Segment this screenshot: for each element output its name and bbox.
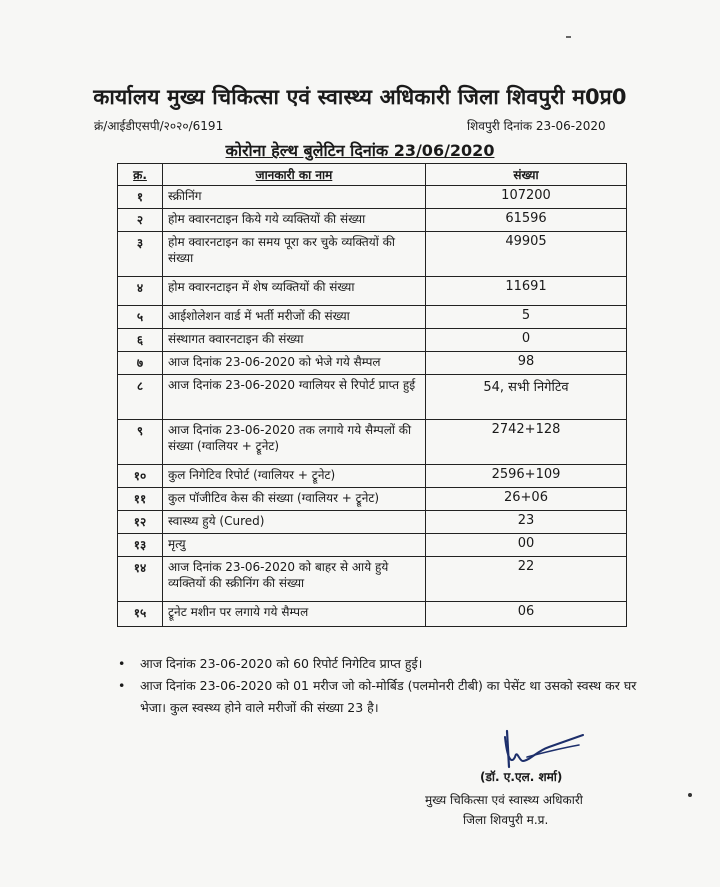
row-name: मृत्यु <box>163 534 426 557</box>
table-row <box>118 277 627 306</box>
row-value: 5 <box>426 306 627 329</box>
reference-number: क्रं/आईडीएसपी/२०२०/6191 <box>94 119 224 133</box>
row-name: कुल निगेटिव रिपोर्ट (ग्वालियर + ट्रूनेट) <box>163 465 426 488</box>
table-header-row <box>118 164 627 186</box>
row-name: आज दिनांक 23-06-2020 ग्वालियर से रिपोर्ट प्राप्त हुई <box>163 375 426 420</box>
row-name: आज दिनांक 23-06-2020 को बाहर से आये हुये व्यक्तियों की स्क्रीनिंग की संख्या <box>163 557 426 602</box>
row-name: ट्रूनेट मशीन पर लगाये गये सैम्पल <box>163 602 426 627</box>
row-value: 2596+109 <box>426 465 627 488</box>
row-sr: ३ <box>118 232 163 277</box>
row-sr: ५ <box>118 306 163 329</box>
table-row <box>118 329 627 352</box>
scan-mark <box>688 793 692 797</box>
table-row <box>118 306 627 329</box>
row-value: 49905 <box>426 232 627 277</box>
note-text: आज दिनांक 23-06-2020 को 60 रिपोर्ट निगेटिव प्राप्त हुई। <box>140 656 423 671</box>
row-value: 0 <box>426 329 627 352</box>
table-row <box>118 465 627 488</box>
row-name: होम क्वारनटाइन किये गये व्यक्तियों की संख्या <box>163 209 426 232</box>
row-sr: १ <box>118 186 163 209</box>
table-row <box>118 232 627 277</box>
row-value: 54, सभी निगेटिव <box>426 375 627 420</box>
note-item <box>118 653 638 675</box>
row-name: आज दिनांक 23-06-2020 को भेजे गये सैम्पल <box>163 352 426 375</box>
header-value: संख्या <box>426 164 627 186</box>
row-value: 98 <box>426 352 627 375</box>
header-name: जानकारी का नाम <box>163 164 426 186</box>
signatory-name: (डॉ. ए.एल. शर्मा) <box>480 770 563 784</box>
row-name: स्क्रीनिंग <box>163 186 426 209</box>
table-row <box>118 602 627 627</box>
row-value: 06 <box>426 602 627 627</box>
row-sr: १५ <box>118 602 163 627</box>
row-value: 23 <box>426 511 627 534</box>
table-row <box>118 488 627 511</box>
row-name: होम क्वारनटाइन का समय पूरा कर चुके व्यक्तियों की संख्या <box>163 232 426 277</box>
row-value: 00 <box>426 534 627 557</box>
row-name: संस्थागत क्वारनटाइन की संख्या <box>163 329 426 352</box>
signatory-place: जिला शिवपुरी म.प्र. <box>463 813 549 827</box>
row-sr: ७ <box>118 352 163 375</box>
note-text: आज दिनांक 23-06-2020 को 01 मरीज जो को-मोर्बिड (पलमोनरी टीबी) का पेसेंट था उसको स्वस्थ कर घर भेजा। कुल स्वस्थ्य होने वाले मरीजों की संख्या 23 है। <box>140 678 637 715</box>
row-value: 61596 <box>426 209 627 232</box>
row-name: कुल पॉजीटिव केस की संख्या (ग्वालियर + ट्रूनेट) <box>163 488 426 511</box>
row-sr: १० <box>118 465 163 488</box>
row-value: 107200 <box>426 186 627 209</box>
table-row <box>118 511 627 534</box>
table-row <box>118 186 627 209</box>
bulletin-title: कोरोना हेल्थ बुलेटिन दिनांक 23/06/2020 <box>225 141 495 160</box>
bulletin-table <box>117 163 627 627</box>
table-row <box>118 534 627 557</box>
row-name: आईशोलेशन वार्ड में भर्ती मरीजों की संख्या <box>163 306 426 329</box>
row-value: 26+06 <box>426 488 627 511</box>
row-name: आज दिनांक 23-06-2020 तक लगाये गये सैम्पलों की संख्या (ग्वालियर + ट्रूनेट) <box>163 420 426 465</box>
row-sr: १३ <box>118 534 163 557</box>
table-row <box>118 352 627 375</box>
office-heading: कार्यालय मुख्य चिकित्सा एवं स्वास्थ्य अधिकारी जिला शिवपुरी म0प्र0 <box>93 85 627 109</box>
place-date: शिवपुरी दिनांक 23-06-2020 <box>467 119 606 133</box>
table-row <box>118 420 627 465</box>
row-sr: ४ <box>118 277 163 306</box>
row-sr: ११ <box>118 488 163 511</box>
row-sr: ८ <box>118 375 163 420</box>
table-row <box>118 375 627 420</box>
row-sr: १४ <box>118 557 163 602</box>
notes-list <box>118 653 638 719</box>
row-sr: २ <box>118 209 163 232</box>
row-name: होम क्वारनटाइन में शेष व्यक्तियों की संख्या <box>163 277 426 306</box>
row-name: स्वास्थ्य हुये (Cured) <box>163 511 426 534</box>
row-sr: १२ <box>118 511 163 534</box>
row-sr: ९ <box>118 420 163 465</box>
bullet-icon: • <box>118 656 126 671</box>
signature-image <box>497 727 587 773</box>
header-sr: क्र. <box>118 164 163 186</box>
row-value: 2742+128 <box>426 420 627 465</box>
note-item <box>118 675 638 719</box>
row-value: 22 <box>426 557 627 602</box>
row-sr: ६ <box>118 329 163 352</box>
bullet-icon: • <box>118 678 126 693</box>
table-row <box>118 557 627 602</box>
scan-mark <box>566 36 571 38</box>
row-value: 11691 <box>426 277 627 306</box>
table-row <box>118 209 627 232</box>
signatory-designation: मुख्य चिकित्सा एवं स्वास्थ्य अधिकारी <box>425 793 583 807</box>
